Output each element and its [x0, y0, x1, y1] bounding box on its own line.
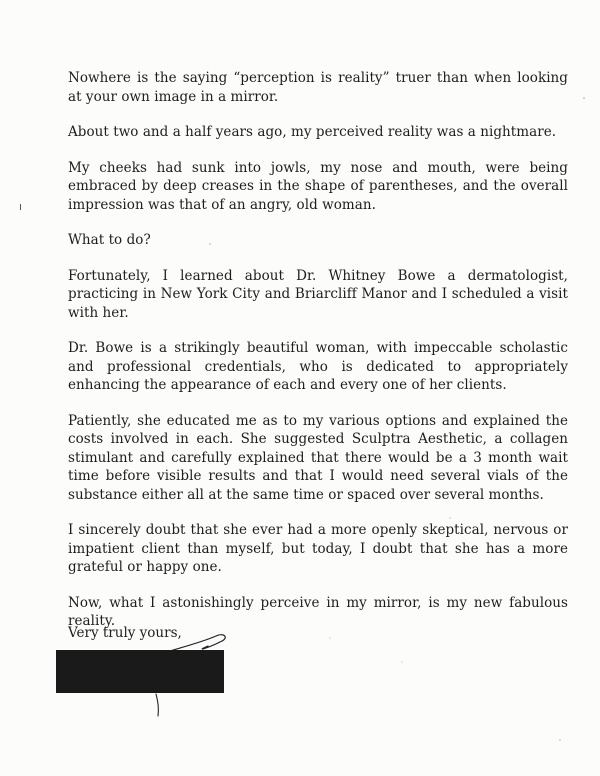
paragraph-skeptical: I sincerely doubt that she ever had a more openly skeptical, nervous or impatient client than myself, but today, I doubt that she has a more grateful or happy one. — [68, 522, 568, 575]
paragraph-perception: Nowhere is the saying “perception is reality” truer than when looking at your own image in a mirror. — [68, 70, 568, 105]
closing-text: Very truly yours, — [68, 625, 182, 641]
paragraph-learned-about: Fortunately, I learned about Dr. Whitney Bowe a dermatologist, practicing in New York City and Briarcliff Manor and I scheduled a visit with her. — [68, 267, 568, 321]
paragraph-nightmare: About two and a half years ago, my perceived reality was a nightmare. — [68, 124, 557, 140]
paragraph-what-to-do: What to do? — [68, 232, 151, 248]
redacted-name-block — [56, 650, 224, 693]
paragraph-cheeks: My cheeks had sunk into jowls, my nose and mouth, were being embraced by deep creases in the shape of parentheses, and the overall impression was that of an angry, old woman. — [68, 159, 568, 213]
paragraph-dr-bowe: Dr. Bowe is a strikingly beautiful woman, with impeccable scholastic and professional credentials, who is dedicated to appropriately enhancing the appearance of each and every one of her clients. — [68, 340, 568, 393]
letter-body — [68, 69, 568, 683]
scan-margin-mark — [20, 204, 21, 210]
paragraph-options: Patiently, she educated me as to my various options and explained the costs involved in each. She suggested Sculptra Aesthetic, a collagen stimulant and carefully explained that there would be a 3 month wait time before visible results and that I would need several vials of the substance either all at the same time or spaced over several months. — [68, 412, 568, 503]
paragraph-mirror: Now, what I astonishingly perceive in my mirror, is my new fabulous reality. — [68, 594, 568, 629]
